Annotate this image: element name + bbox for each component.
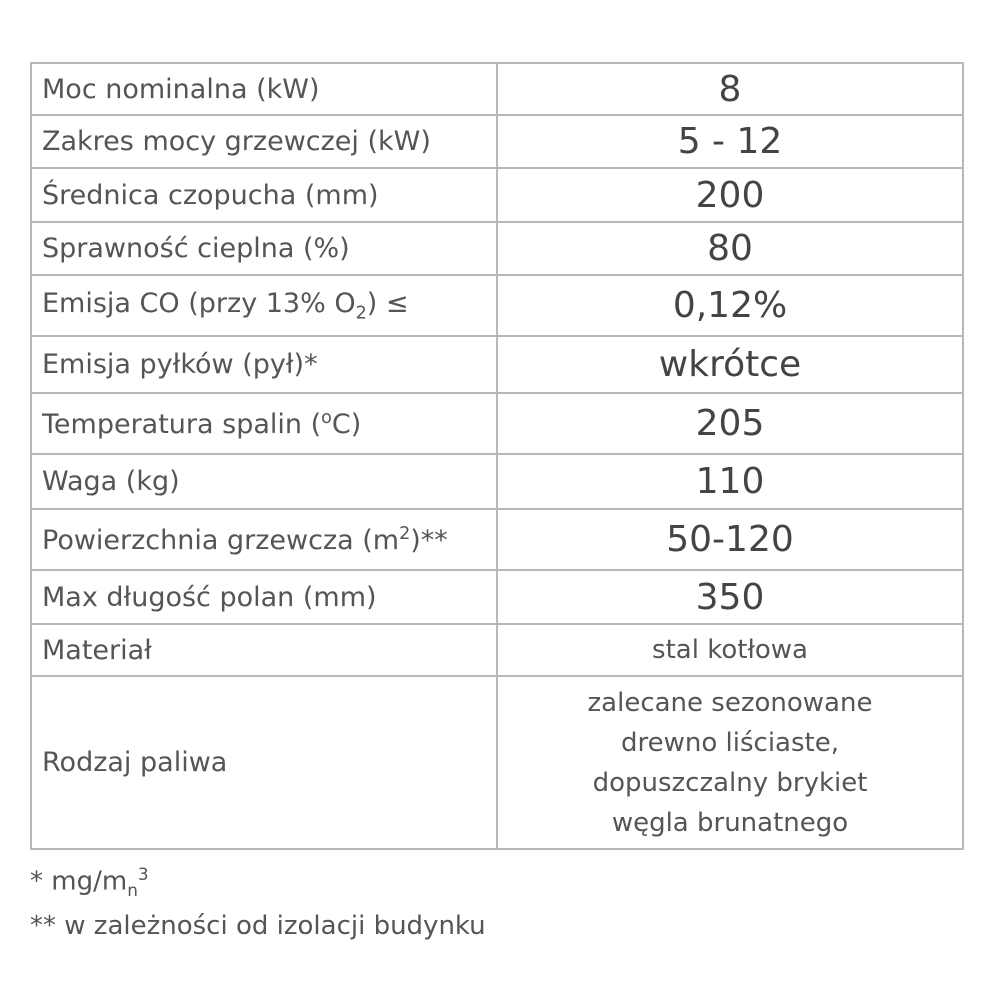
footnote-insulation: ** w zależności od izolacji budynku [30, 911, 486, 941]
row-value: 50-120 [497, 509, 963, 570]
row-value: 205 [497, 393, 963, 454]
table-row [31, 275, 963, 336]
row-label: Moc nominalna (kW) [31, 63, 497, 115]
row-label [31, 275, 497, 336]
table-row [31, 676, 963, 849]
row-value: 5 - 12 [497, 115, 963, 168]
table-row [31, 454, 963, 509]
row-label: Sprawność cieplna (%) [31, 222, 497, 275]
label-text: Emisja CO (przy 13% O [42, 287, 356, 319]
spec-table [30, 62, 964, 850]
row-label: Max długość polan (mm) [31, 570, 497, 624]
label-text: C) [331, 408, 362, 440]
row-value: stal kotłowa [497, 624, 963, 676]
label-subscript: 2 [355, 303, 367, 324]
row-value: 110 [497, 454, 963, 509]
row-value: wkrótce [497, 336, 963, 393]
footnote-superscript: 3 [137, 864, 149, 884]
row-value: 0,12% [497, 275, 963, 336]
table-row [31, 222, 963, 275]
row-label: Rodzaj paliwa [31, 676, 497, 849]
row-label [31, 393, 497, 454]
table-row [31, 63, 963, 115]
row-label: Średnica czopucha (mm) [31, 168, 497, 222]
row-label [31, 509, 497, 570]
label-text: Powierzchnia grzewcza (m [42, 524, 400, 556]
row-value: 80 [497, 222, 963, 275]
table-row [31, 168, 963, 222]
row-label: Zakres mocy grzewczej (kW) [31, 115, 497, 168]
footnotes [30, 852, 486, 956]
row-value: 8 [497, 63, 963, 115]
footnote-text: * mg/m [30, 866, 128, 897]
row-value: 200 [497, 168, 963, 222]
value-line: drewno liściaste, [621, 727, 839, 758]
table-row [31, 624, 963, 676]
row-label: Materiał [31, 624, 497, 676]
row-value: 350 [497, 570, 963, 624]
footnote-subscript: n [127, 879, 138, 900]
label-text: )** [410, 524, 448, 556]
footnote-units [30, 852, 486, 904]
label-text: ) ≤ [366, 287, 409, 319]
value-line: dopuszczalny brykiet [592, 767, 868, 798]
table-row [31, 570, 963, 624]
value-line: węgla brunatnego [611, 807, 849, 838]
value-line: zalecane sezonowane [587, 687, 873, 718]
table-row [31, 509, 963, 570]
table-row [31, 393, 963, 454]
label-superscript: 2 [399, 523, 411, 544]
row-value [497, 676, 963, 849]
label-text: Temperatura spalin ( [42, 408, 322, 440]
table-row [31, 336, 963, 393]
label-superscript: o [321, 407, 332, 428]
row-label: Waga (kg) [31, 454, 497, 509]
row-label: Emisja pyłków (pył)* [31, 336, 497, 393]
table-row [31, 115, 963, 168]
